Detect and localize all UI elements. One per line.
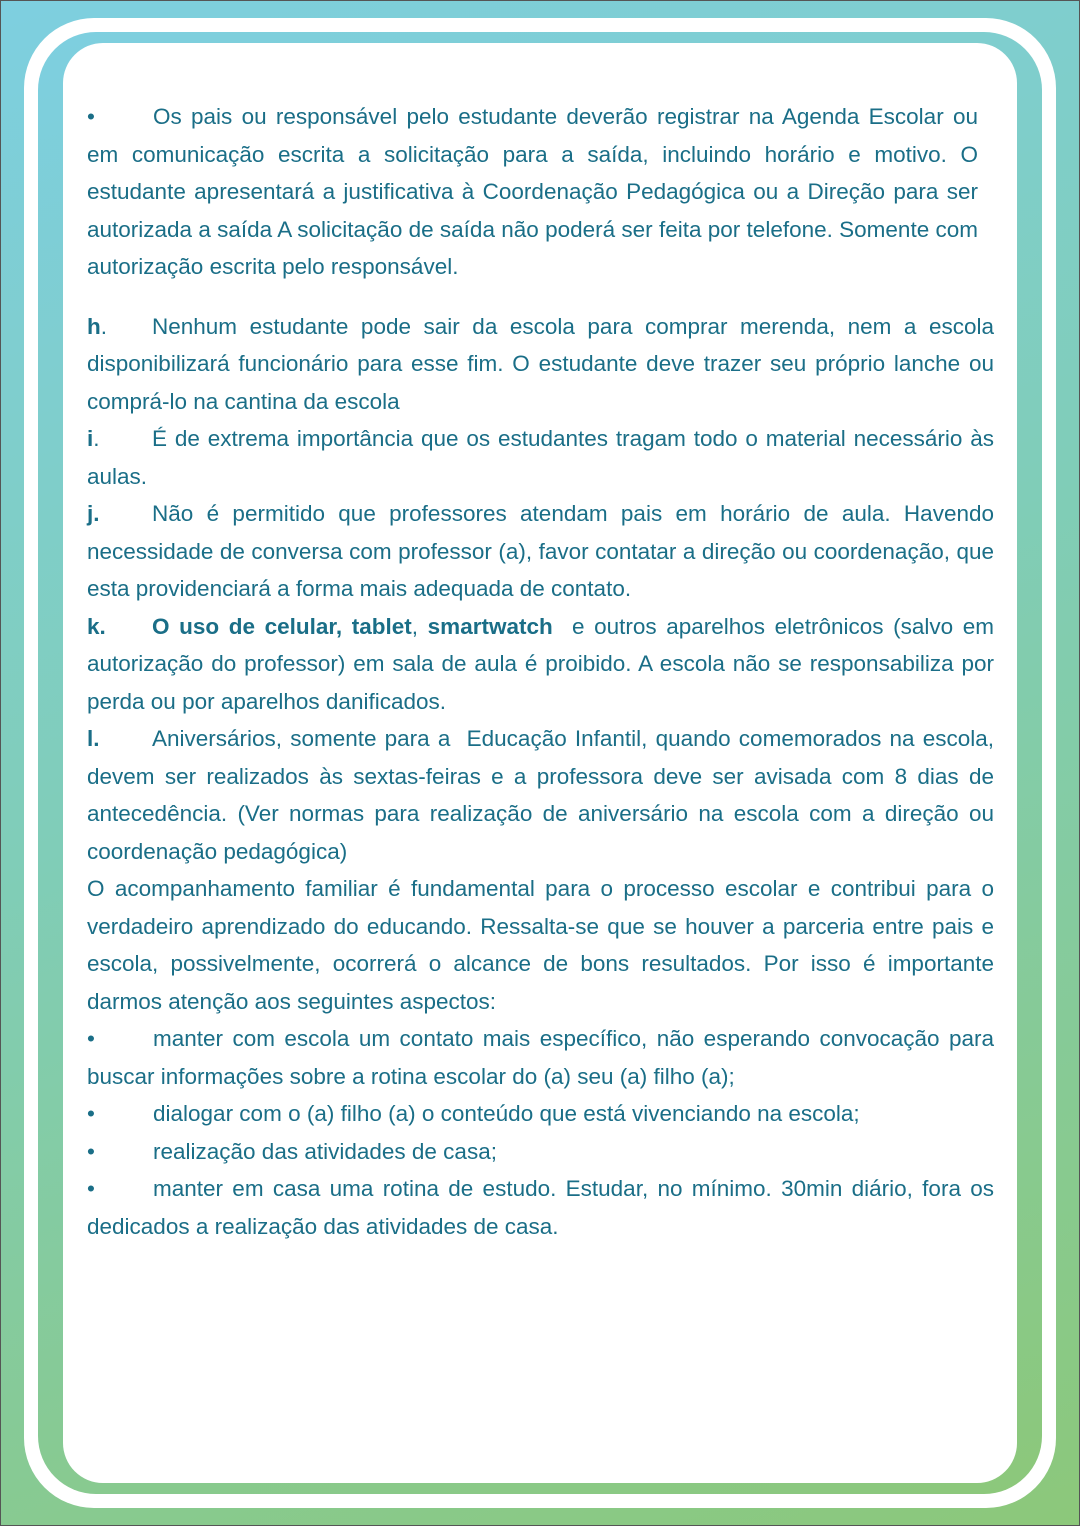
aspect-item [87,1095,994,1133]
item-text: Nenhum estudante pode sair da escola para comprar merenda, nem a escola disponibilizará funcionário para esse fim. O estudante deve trazer seu próprio lanche ou comprá-lo na cantina da escola [87,313,994,414]
bullet-marker: • [87,1138,95,1164]
paragraph-exit-request [87,98,994,286]
list-item-l [87,720,1001,870]
aspect-item [87,1133,994,1171]
item-text: Aniversários, somente para a Educação Infantil, quando comemorados na escola, devem ser realizados às sextas-feiras e a professora deve ser avisada com 8 dias de antecedência. (Ver normas para realização de aniversário na escola com a direção ou coordenação pedagógica) [87,726,1001,864]
aspect-text: dialogar com o (a) filho (a) o conteúdo que está vivenciando na escola; [153,1101,860,1126]
item-text: e outros aparelhos eletrônicos (salvo em autorização do professor) em sala de aula é proibido. A escola não se responsabiliza por perda ou por aparelhos danificados. [87,613,1001,714]
list-item-j [87,495,994,608]
aspect-text: manter em casa uma rotina de estudo. Estudar, no mínimo. 30min diário, fora os dedicados a realização das atividades de casa. [87,1176,994,1239]
item-bold-text: O uso de celular, tablet [152,613,412,639]
aspect-item [87,1020,994,1095]
paragraph-text: Os pais ou responsável pelo estudante deverão registrar na Agenda Escolar ou em comunicação escrita a solicitação para a saída, incluindo horário e motivo. O estudante apresentará a justificativa à Coordenação Pedagógica ou a Direção para ser autorizada a saída A solicitação de saída não poderá ser feita por telefone. Somente com autorização escrita pelo responsável. [87,104,978,279]
aspect-text: manter com escola um contato mais específico, não esperando convocação para buscar informações sobre a rotina escolar do (a) seu (a) filho (a); [87,1026,994,1089]
item-marker: i. [87,426,100,451]
item-text: Não é permitido que professores atendam pais em horário de aula. Havendo necessidade de conversa com professor (a), favor contatar a direção ou coordenação, que esta providenciará a forma mais adequada de contato. [87,501,994,601]
document-body [87,98,1001,1245]
item-separator: , [411,613,428,639]
aspect-item [87,1170,994,1245]
item-marker: j. [87,501,100,526]
bullet-marker: • [87,1026,95,1051]
bullet-marker: • [87,104,95,129]
item-marker: k. [87,613,106,639]
list-item-h [87,308,994,421]
aspect-text: realização das atividades de casa; [153,1138,497,1164]
closing-paragraph: O acompanhamento familiar é fundamental para o processo escolar e contribui para o verdadeiro aprendizado do educando. Ressalta-se que se houver a parceria entre pais e escola, possivelmente, ocorrerá o alcance de bons resultados. Por isso é importante darmos atenção aos seguintes aspectos: [87,876,994,1014]
item-marker: l. [87,726,100,751]
list-item-k [87,608,1001,721]
bullet-marker: • [87,1101,95,1126]
bullet-marker: • [87,1176,95,1201]
item-text: É de extrema importância que os estudantes tragam todo o material necessário às aulas. [87,426,994,489]
list-item-i [87,420,994,495]
item-bold-text: smartwatch [427,613,553,639]
paragraph-gap [87,286,994,308]
item-marker: h. [87,313,108,339]
